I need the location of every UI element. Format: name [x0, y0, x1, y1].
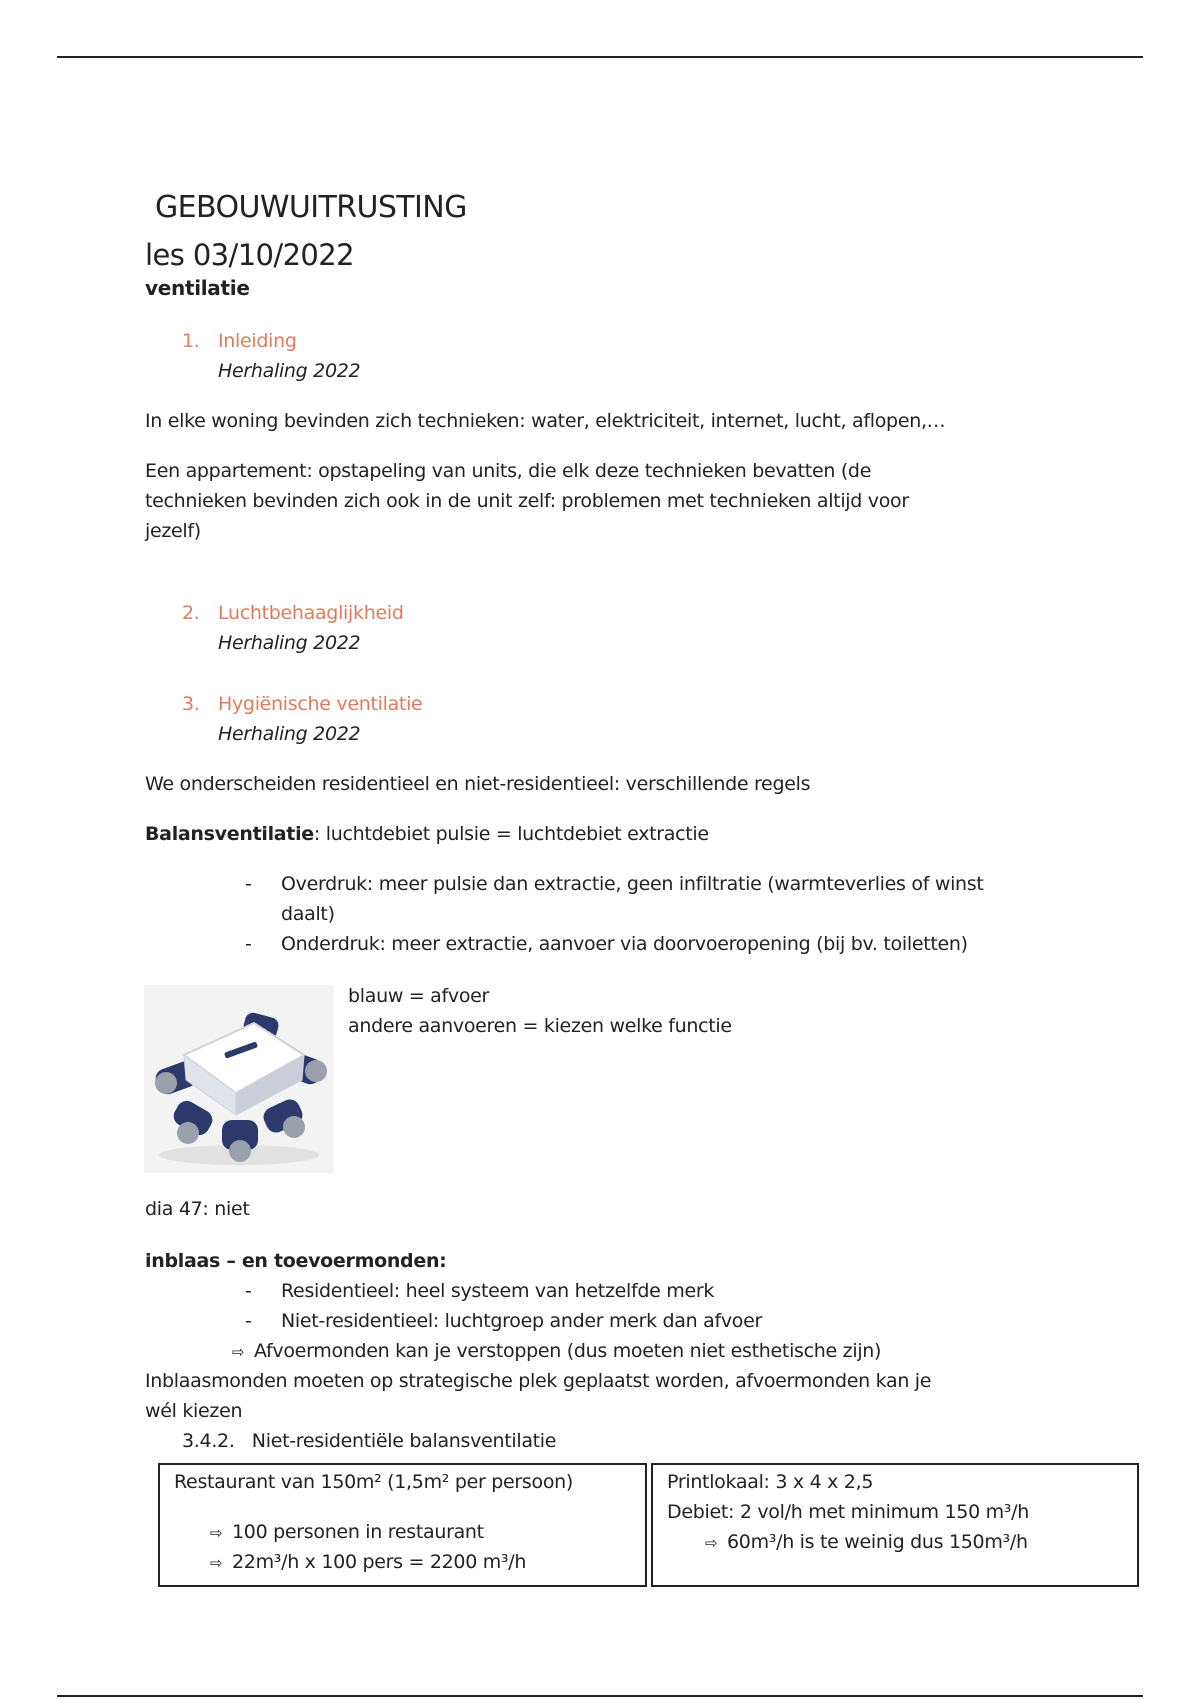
inblaas-arrow-text: Afvoermonden kan je verstoppen (dus moeten niet esthetische zijn) [254, 1340, 882, 1362]
arrow-icon: ⇨ [210, 1554, 223, 1572]
arrow-icon: ⇨ [232, 1343, 245, 1361]
inblaas-bullet-residentieel: Residentieel: heel systeem van hetzelfde merk [281, 1280, 715, 1302]
section-3-note: Herhaling 2022 [218, 723, 361, 745]
paragraph-residentieel: We onderscheiden residentieel en niet-residentieel: verschillende regels [145, 773, 811, 795]
paragraph-technieken: In elke woning bevinden zich technieken: water, elektriciteit, internet, lucht, aflopen,… [145, 410, 946, 432]
bottom-rule [57, 1695, 1143, 1697]
inblaas-heading: inblaas – en toevoermonden: [145, 1250, 447, 1272]
balans-label: Balansventilatie [145, 823, 314, 845]
inblaas-arrow-line [232, 1340, 881, 1362]
restaurant-title: Restaurant van 150m² (1,5m² per persoon) [174, 1471, 574, 1493]
section-3-number: 3. [182, 693, 200, 715]
printlokaal-line-1: Printlokaal: 3 x 4 x 2,5 [667, 1471, 874, 1493]
restaurant-item-2-text: 22m³/h x 100 pers = 2200 m³/h [232, 1551, 527, 1573]
restaurant-item-1-text: 100 personen in restaurant [232, 1521, 484, 1543]
image-caption-line-1: blauw = afvoer [348, 985, 490, 1007]
section-2-number: 2. [182, 602, 200, 624]
bullet-onderdruk: Onderdruk: meer extractie, aanvoer via doorvoeropening (bij bv. toiletten) [281, 933, 968, 955]
inblaas-dash-1: - [245, 1280, 252, 1302]
top-rule [57, 56, 1143, 58]
section-3-title: Hygiënische ventilatie [218, 693, 423, 715]
section-2-title: Luchtbehaaglijkheid [218, 602, 404, 624]
paragraph-balans [145, 823, 709, 845]
inblaas-bullet-niet-residentieel: Niet-residentieel: luchtgroep ander merk dan afvoer [281, 1310, 763, 1332]
inblaas-text-line-2: wél kiezen [145, 1400, 243, 1422]
table-cell-restaurant [158, 1463, 647, 1587]
paragraph-appartement-line-2: technieken bevinden zich ook in de unit zelf: problemen met technieken altijd voor [145, 490, 909, 512]
ventilation-unit-image [144, 985, 334, 1173]
printlokaal-arrow-text: 60m³/h is te weinig dus 150m³/h [727, 1531, 1028, 1553]
arrow-icon: ⇨ [210, 1524, 223, 1542]
date-line: les 03/10/2022 [145, 238, 354, 272]
section-1-title: Inleiding [218, 330, 297, 352]
section-1-number: 1. [182, 330, 200, 352]
inblaas-dash-2: - [245, 1310, 252, 1332]
inblaas-text-line-1: Inblaasmonden moeten op strategische plek geplaatst worden, afvoermonden kan je [145, 1370, 932, 1392]
bullet-overdruk-line-2: daalt) [281, 903, 335, 925]
image-caption-line-2: andere aanvoeren = kiezen welke functie [348, 1015, 732, 1037]
printlokaal-arrow-item [705, 1531, 1028, 1553]
subsection-heading: 3.4.2. Niet-residentiële balansventilatie [182, 1430, 557, 1452]
dia-note: dia 47: niet [145, 1198, 250, 1220]
arrow-icon: ⇨ [705, 1534, 718, 1552]
section-2-note: Herhaling 2022 [218, 632, 361, 654]
paragraph-appartement-line-3: jezelf) [145, 520, 201, 542]
printlokaal-line-2: Debiet: 2 vol/h met minimum 150 m³/h [667, 1501, 1029, 1523]
restaurant-item-2 [210, 1551, 526, 1573]
paragraph-appartement-line-1: Een appartement: opstapeling van units, die elk deze technieken bevatten (de [145, 460, 872, 482]
balans-text: : luchtdebiet pulsie = luchtdebiet extractie [313, 823, 709, 845]
bullet-overdruk-line-1: Overdruk: meer pulsie dan extractie, geen infiltratie (warmteverlies of winst [281, 873, 984, 895]
bullet-2-dash: - [245, 933, 252, 955]
document-title: GEBOUWUITRUSTING [155, 190, 467, 225]
restaurant-item-1 [210, 1521, 484, 1543]
table-cell-printlokaal [651, 1463, 1139, 1587]
ventilation-unit-icon [144, 985, 334, 1173]
bullet-1-dash: - [245, 873, 252, 895]
section-1-note: Herhaling 2022 [218, 360, 361, 382]
subject-heading: ventilatie [145, 276, 250, 300]
